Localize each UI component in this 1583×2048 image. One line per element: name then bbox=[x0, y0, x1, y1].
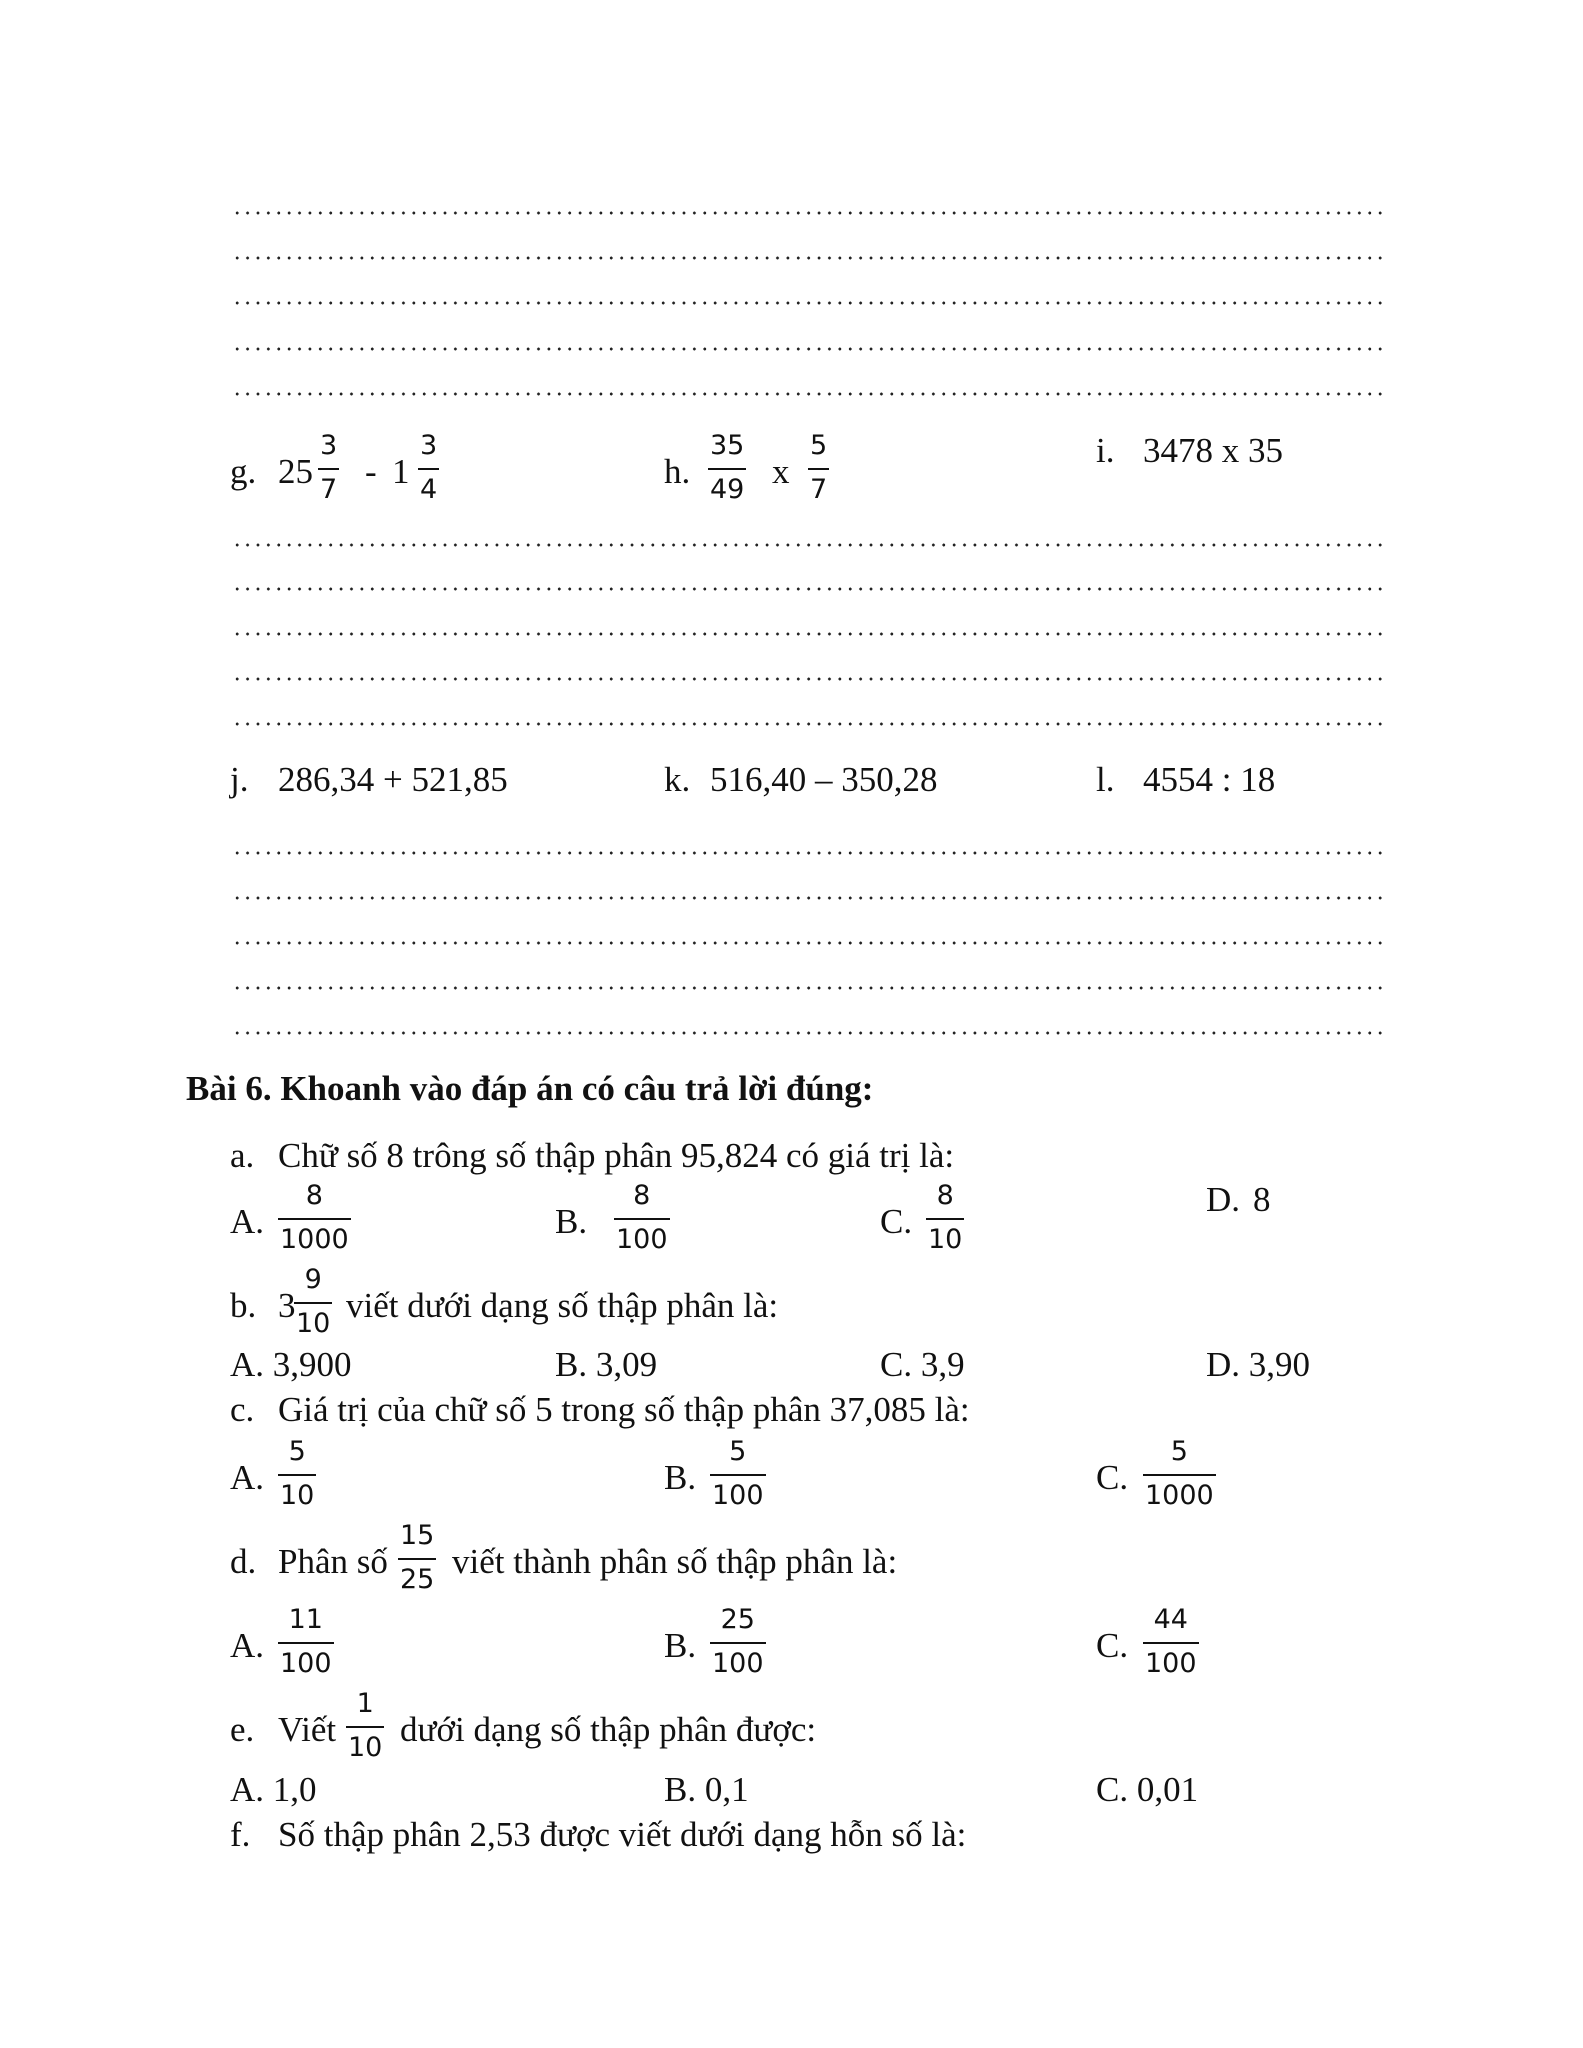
answer-line bbox=[232, 1031, 1382, 1035]
answer-line bbox=[232, 896, 1382, 900]
item-h-operator: x bbox=[772, 452, 790, 491]
answer-line bbox=[232, 301, 1382, 305]
item-j-label: j. bbox=[230, 760, 249, 799]
answer-line bbox=[232, 256, 1382, 260]
question-a-text: Chữ số 8 trông số thập phân 95,824 có giá trị là: bbox=[278, 1136, 955, 1175]
question-b-fraction: 9 10 bbox=[296, 1264, 331, 1339]
question-d-fraction: 15 25 bbox=[400, 1520, 435, 1595]
question-d-text: viết thành phân số thập phân là: bbox=[452, 1542, 898, 1581]
question-e-fraction: 1 10 bbox=[348, 1688, 383, 1763]
answer-line bbox=[232, 392, 1382, 396]
option-d-A-fraction: 11 100 bbox=[280, 1604, 332, 1679]
item-g-label: g. bbox=[230, 452, 257, 491]
exercise-6-title: Bài 6. Khoanh vào đáp án có câu trả lời đúng: bbox=[186, 1069, 874, 1108]
option-c-C-fraction: 5 1000 bbox=[1145, 1436, 1214, 1511]
answer-line bbox=[232, 722, 1382, 726]
question-b-text: viết dưới dạng số thập phân là: bbox=[346, 1286, 779, 1325]
question-a-label: a. bbox=[230, 1136, 255, 1175]
option-a-C-fraction: 8 10 bbox=[928, 1180, 963, 1255]
option-e-C: C. 0,01 bbox=[1096, 1770, 1199, 1809]
question-e-label: e. bbox=[230, 1710, 255, 1749]
option-c-B-label: B. bbox=[664, 1458, 697, 1497]
option-e-A: A. 1,0 bbox=[230, 1770, 317, 1809]
option-c-B-fraction: 5 100 bbox=[712, 1436, 764, 1511]
option-d-C-fraction: 44 100 bbox=[1145, 1604, 1197, 1679]
item-l-expression: 4554 : 18 bbox=[1143, 760, 1276, 799]
item-g-fraction1: 3 7 bbox=[320, 430, 338, 505]
option-b-A: A. 3,900 bbox=[230, 1345, 352, 1384]
question-c-label: c. bbox=[230, 1390, 255, 1429]
question-e-text: dưới dạng số thập phân được: bbox=[400, 1710, 817, 1749]
option-c-C-label: C. bbox=[1096, 1458, 1129, 1497]
option-a-D-value: 8 bbox=[1253, 1180, 1271, 1219]
answer-line bbox=[232, 632, 1382, 636]
item-h-fraction1: 35 49 bbox=[710, 430, 745, 505]
answer-line bbox=[232, 211, 1382, 215]
option-b-B: B. 3,09 bbox=[555, 1345, 658, 1384]
answer-line bbox=[232, 543, 1382, 547]
option-a-A-fraction: 8 1000 bbox=[280, 1180, 349, 1255]
item-j-expression: 286,34 + 521,85 bbox=[278, 760, 508, 799]
option-a-B-fraction: 8 100 bbox=[616, 1180, 668, 1255]
question-e-prefix: Viết bbox=[278, 1710, 337, 1749]
question-d-label: d. bbox=[230, 1542, 257, 1581]
item-l-label: l. bbox=[1096, 760, 1115, 799]
option-a-C-label: C. bbox=[880, 1202, 913, 1241]
option-d-A-label: A. bbox=[230, 1626, 265, 1665]
item-g-fraction2: 3 4 bbox=[420, 430, 438, 505]
option-a-B-label: B. bbox=[555, 1202, 588, 1241]
option-c-A-label: A. bbox=[230, 1458, 265, 1497]
option-d-C-label: C. bbox=[1096, 1626, 1129, 1665]
item-k-expression: 516,40 – 350,28 bbox=[710, 760, 938, 799]
option-d-B-label: B. bbox=[664, 1626, 697, 1665]
question-b-whole: 3 bbox=[278, 1286, 296, 1325]
question-f-label: f. bbox=[230, 1815, 251, 1854]
option-e-B: B. 0,1 bbox=[664, 1770, 749, 1809]
item-h-fraction2: 5 7 bbox=[810, 430, 828, 505]
question-d-prefix: Phân số bbox=[278, 1542, 388, 1581]
item-g-whole2: 1 bbox=[392, 452, 410, 491]
item-g-whole1: 25 bbox=[278, 452, 313, 491]
answer-line bbox=[232, 677, 1382, 681]
question-c-text: Giá trị của chữ số 5 trong số thập phân 37,085 là: bbox=[278, 1390, 970, 1429]
option-a-D-label: D. bbox=[1206, 1180, 1241, 1219]
answer-line bbox=[232, 851, 1382, 855]
answer-line bbox=[232, 986, 1382, 990]
answer-line bbox=[232, 347, 1382, 351]
item-i-label: i. bbox=[1096, 431, 1115, 470]
answer-line bbox=[232, 941, 1382, 945]
option-c-A-fraction: 5 10 bbox=[280, 1436, 315, 1511]
option-b-D: D. 3,90 bbox=[1206, 1345, 1311, 1384]
item-g-operator: - bbox=[365, 452, 377, 491]
option-a-A-label: A. bbox=[230, 1202, 265, 1241]
question-b-label: b. bbox=[230, 1286, 257, 1325]
question-f-text: Số thập phân 2,53 được viết dưới dạng hỗn số là: bbox=[278, 1815, 967, 1854]
answer-line bbox=[232, 587, 1382, 591]
item-i-expression: 3478 x 35 bbox=[1143, 431, 1283, 470]
option-d-B-fraction: 25 100 bbox=[712, 1604, 764, 1679]
option-b-C: C. 3,9 bbox=[880, 1345, 965, 1384]
item-h-label: h. bbox=[664, 452, 691, 491]
item-k-label: k. bbox=[664, 760, 691, 799]
